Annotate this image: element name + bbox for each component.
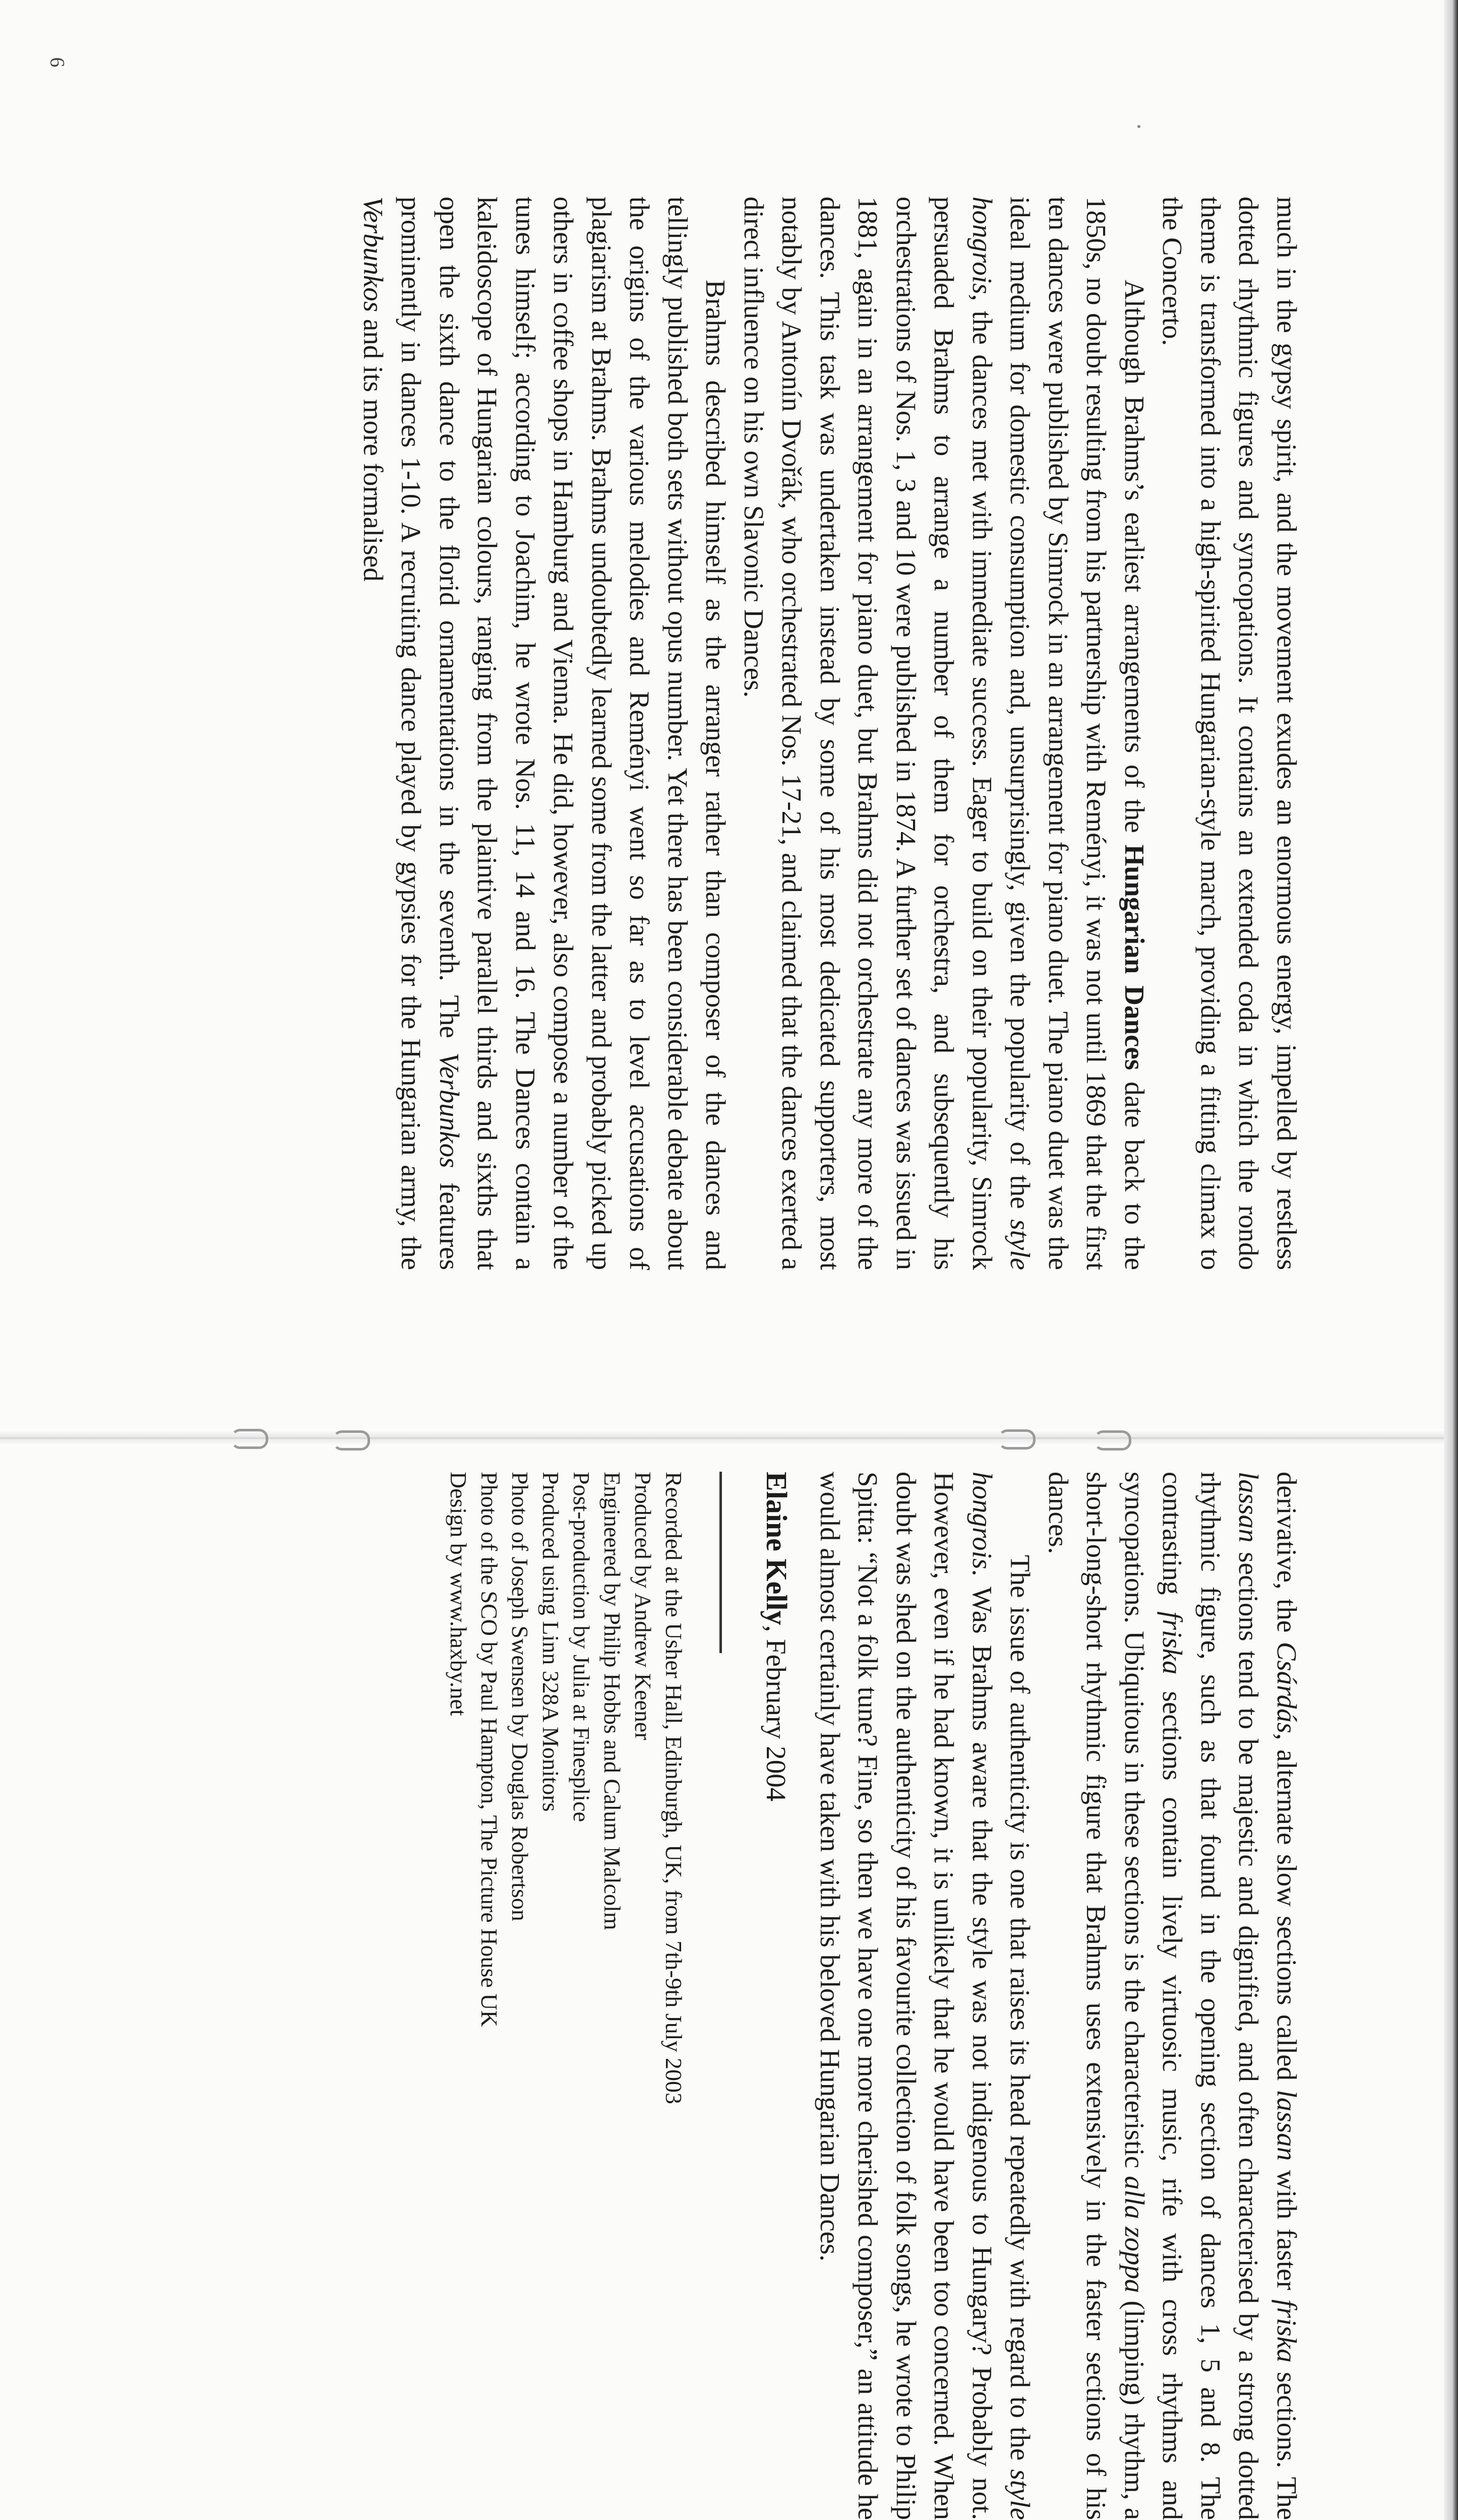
text-run: The issue of authenticity is one that raises its head repeatedly with regard to the [1005, 1555, 1036, 2470]
credit-line: Post-production by Julia at Finesplice [569, 1472, 594, 1822]
bold-text: Hungarian Dances [1119, 844, 1150, 1070]
credit-line: Photo of Joseph Swensen by Douglas Robertson [507, 1472, 533, 1921]
bottom-page-paragraph [1040, 1472, 1306, 2520]
staple-right-2 [1094, 1430, 1131, 1451]
top-page-paragraph [1153, 197, 1306, 1270]
text-run: derivative, the [1271, 1472, 1302, 1642]
staple-left-2 [333, 1430, 370, 1451]
text-run: with faster [1271, 2161, 1302, 2300]
italic-text: friska [1271, 2299, 1302, 2363]
text-run: (limping) rhythm, a short-long-short rhythmic figure that Brahms uses extensively in the faster sections of his dances. [1043, 1472, 1150, 2520]
text-run: , alternate slow sections called [1271, 1733, 1302, 2090]
italic-text: Verbunkos [358, 197, 389, 312]
italic-text: lassan [1233, 1472, 1264, 1543]
italic-text: style hongrois [967, 1472, 1036, 2520]
text-run: . Was Brahms aware that the style was not indigenous to Hungary? Probably not. However, even if he had known, it is unlikely that he would have been too concerned. When doubt was shed on the authenticity of his favourite collection of folk songs, he wrote to Philip Spitta: “Not a folk tune? Fine, so then we have one more cherished composer,” an attitude he would almost certainly have taken with his beloved Hungarian Dances. [815, 1472, 998, 2520]
italic-text: lassan [1271, 2090, 1302, 2161]
text-run: sections contain lively virtuosic music, rife with cross rhythms and syncopations. Ubiquitous in these sections is the characteristic [1119, 1472, 1188, 2520]
top-page-paragraph [735, 197, 1154, 1270]
center-fold [0, 1429, 1458, 1446]
text-run: Brahms described himself as the arranger rather than composer of the dances and tellingly published both sets without opus number. Yet there has been considerable debate about the origins of the various melodies and Reményi went so far as to level accusations of plagiarism at Brahms. Brahms undoubtedly learned some from the latter and probably picked up others in coffee shops in Hamburg and Vienna. He did, however, also compose a number of the tunes himself; according to Joachim, he wrote Nos. 11, 14 and 16. The Dances contain a kaleidoscope of Hungarian colours, ranging from the plaintive parallel thirds and sixths that open the sixth dance to the florid ornamentations in the seventh. The [434, 197, 732, 1270]
text-run: Although Brahms’s earliest arrangements of the [1119, 280, 1150, 845]
text-run: and its more formalised [358, 312, 389, 582]
bottom-page-text [443, 1472, 1306, 2520]
credit-line: Design by www.haxby.net [446, 1472, 471, 1716]
byline-date: , February 2004 [761, 1625, 792, 1802]
page-number-top: 6 [46, 57, 69, 68]
italic-text: style hongrois [967, 197, 1036, 1270]
bottom-page-body [811, 1472, 1306, 2520]
byline-author: Elaine Kelly [760, 1472, 794, 1625]
divider-rule [719, 1472, 722, 1653]
credits-list [443, 1472, 689, 2520]
ink-dot [1137, 125, 1140, 128]
staple-right [998, 1429, 1036, 1450]
bottom-page-paragraph [811, 1472, 1040, 2520]
byline [757, 1472, 796, 2520]
italic-text: Csárdás [1271, 1642, 1302, 1734]
staple-left [231, 1429, 268, 1449]
credit-line: Recorded at the Usher Hall, Edinburgh, UK, from 7th-9th July 2003 [661, 1472, 687, 2104]
credit-line: Produced using Linn 328A Monitors [538, 1472, 564, 1812]
credit-line: Produced by Andrew Keener [630, 1472, 656, 1740]
top-page-text [354, 197, 1306, 1270]
text-run: , the dances met with immediate success. Eager to build on their popularity, Simrock persuaded Brahms to arrange a number of them for orchestra, and subsequently his orchestrations of Nos. 1, 3 and 10 were published in 1874. A further set of dances was issued in 1881, again in an arrangement for piano duet, but Brahms did not orchestrate any more of the dances. This task was undertaken instead by some of his most dedicated supporters, most notably by Antonín Dvořák, who orchestrated Nos. 17-21, and claimed that the dances exerted a direct influence on his own Slavonic Dances. [739, 197, 998, 1270]
italic-text: alla zoppa [1119, 2176, 1150, 2293]
text-run: much in the gypsy spirit, and the movement exudes an enormous energy, impelled by restless dotted rhythmic figures and syncopations. It contains an extended coda in which the rondo theme is transformed into a high-spirited Hungarian-style march, providing a fitting climax to the Concerto. [1157, 197, 1302, 1270]
page-edge-right [1444, 0, 1458, 2520]
credit-line: Photo of the SCO by Paul Hampton, The Picture House UK [476, 1472, 502, 2027]
text-run: features prominently in dances 1-10. A recruiting dance played by gypsies for the Hungarian army, the [396, 197, 465, 1270]
text-run: sections. The [1271, 2362, 1302, 2520]
top-page-paragraph [354, 197, 735, 1270]
credit-line: Engineered by Philip Hobbs and Calum Malcolm [599, 1472, 625, 1930]
text-run: sections tend to be majestic and dignified, and often characterised by a strong dotted rhythmic figure, such as that found in the opening section of dances 1, 5 and 8. The contrasting [1157, 1472, 1264, 2520]
text-run: date back to the 1850s, no doubt resulting from his partnership with Reményi, it was not until 1869 that the first ten dances were published by Simrock in an arrangement for piano duet. The piano duet was the ideal medium for domestic consumption and, unsurprisingly, given the popularity of the [1005, 197, 1150, 1271]
italic-text: Verbunkos [434, 1052, 465, 1168]
italic-text: friska [1157, 1611, 1188, 1675]
